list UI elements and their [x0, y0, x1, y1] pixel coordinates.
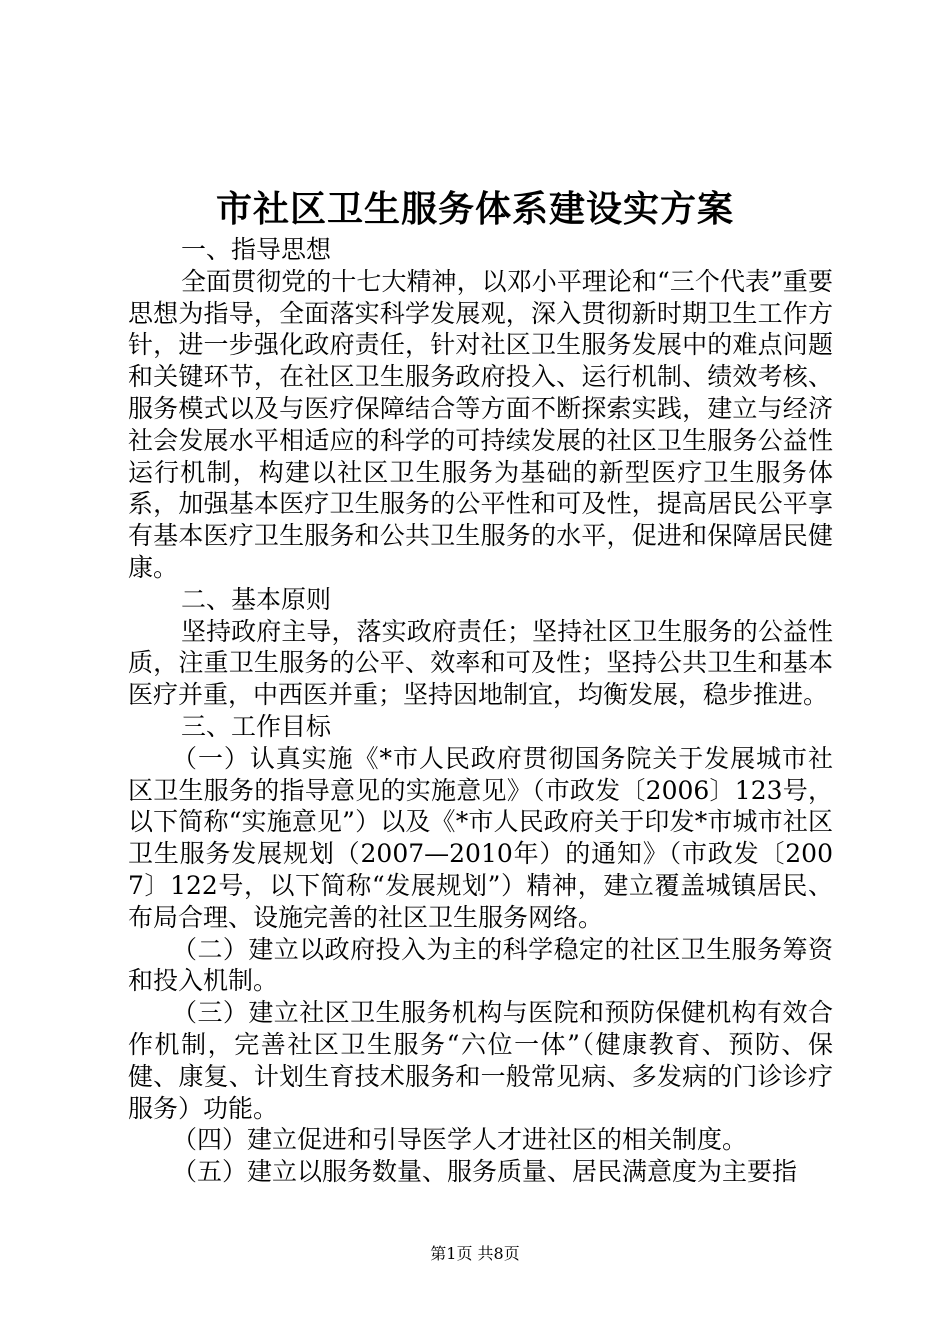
section-heading-work-goals: 三、工作目标	[181, 711, 332, 741]
document-title: 市社区卫生服务体系建设实方案	[215, 188, 734, 230]
paragraph-goal-1: （一）认真实施《*市人民政府贯彻国务院关于发展城市社区卫生服务的指导意见的实施意见》（市政发〔2006〕123号，以下简称“实施意见”）以及《*市人民政府关于印发*市城市社区卫生服务发展规划（2007—2010年）的通知》（市政发〔2007〕122号，以下简称“发展规划”）精神，建立覆盖城镇居民、布局合理、设施完善的社区卫生服务网络。	[128, 743, 833, 932]
section-heading-basic-principles: 二、基本原则	[181, 584, 332, 614]
paragraph-goal-5: （五）建立以服务数量、服务质量、居民满意度为主要指	[172, 1157, 798, 1187]
paragraph-basic-principles: 坚持政府主导，落实政府责任；坚持社区卫生服务的公益性质，注重卫生服务的公平、效率和可及性；坚持公共卫生和基本医疗并重，中西医并重；坚持因地制宜，均衡发展，稳步推进。	[128, 616, 833, 710]
page-number-footer: 第1页 共8页	[430, 1244, 520, 1263]
section-heading-guiding-ideology: 一、指导思想	[181, 235, 332, 264]
paragraph-goal-2: （二）建立以政府投入为主的科学稳定的社区卫生服务筹资和投入机制。	[128, 934, 833, 996]
paragraph-goal-4: （四）建立促进和引导医学人才进社区的相关制度。	[172, 1125, 748, 1155]
paragraph-goal-3: （三）建立社区卫生服务机构与医院和预防保健机构有效合作机制，完善社区卫生服务“六位一体”（健康教育、预防、保健、康复、计划生育技术服务和一般常见病、多发病的门诊诊疗服务）功能。	[128, 998, 833, 1123]
paragraph-guiding-ideology: 全面贯彻党的十七大精神，以邓小平理论和“三个代表”重要思想为指导，全面落实科学发展观，深入贯彻新时期卫生工作方针，进一步强化政府责任，针对社区卫生服务发展中的难点问题和关键环节，在社区卫生服务政府投入、运行机制、绩效考核、服务模式以及与医疗保障结合等方面不断探索实践，建立与经济社会发展水平相适应的科学的可持续发展的社区卫生服务公益性运行机制，构建以社区卫生服务为基础的新型医疗卫生服务体系，加强基本医疗卫生服务的公平性和可及性，提高居民公平享有基本医疗卫生服务和公共卫生服务的水平，促进和保障居民健康。	[128, 266, 833, 582]
document-body	[128, 234, 833, 1188]
